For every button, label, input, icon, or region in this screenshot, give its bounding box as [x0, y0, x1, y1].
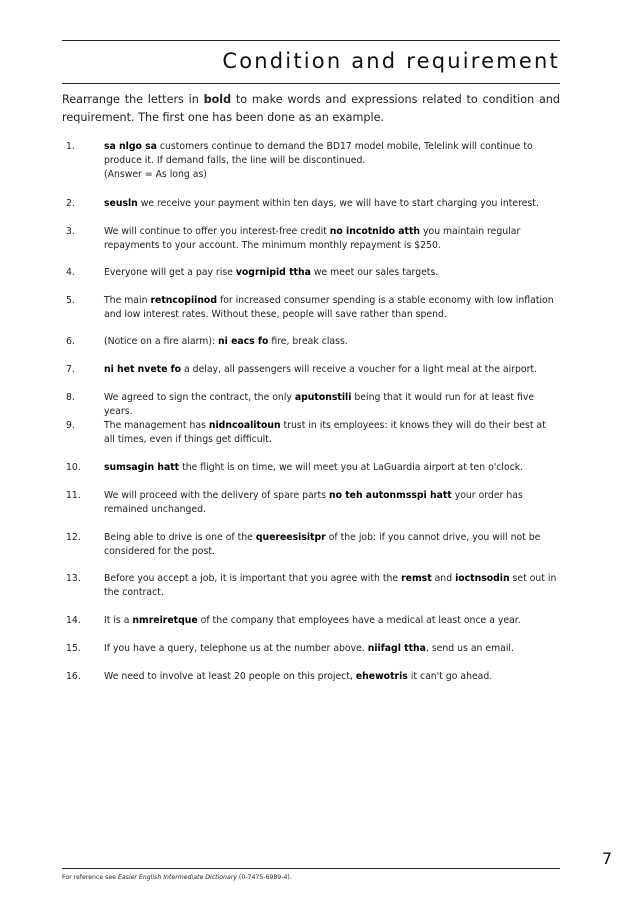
item-text [104, 642, 559, 656]
answer-note: (Answer = As long as) [104, 168, 207, 180]
scrambled-word: remst [401, 573, 432, 584]
scrambled-word: no teh autonmsspi hatt [328, 490, 452, 501]
page-number: 7 [601, 849, 612, 868]
item-number: 6. [66, 336, 75, 347]
text-fragment: trust in its employees: it knows they will do their best at all times, even if things get difficult. [104, 420, 546, 445]
item-number: 1. [66, 141, 75, 152]
text-fragment: (Notice on a fire alarm): [104, 336, 219, 347]
item-number: 16. [66, 671, 81, 682]
text-fragment: The main [104, 295, 151, 306]
item-text [104, 419, 559, 447]
scrambled-word: nmreiretque [132, 615, 198, 626]
item-number: 13. [66, 573, 81, 584]
scrambled-word: ni eacs fo [218, 336, 269, 347]
text-fragment: Being able to drive is one of the [104, 532, 256, 543]
footer-prefix: For reference see [62, 874, 118, 881]
text-fragment: We will proceed with the delivery of spare parts [104, 490, 329, 501]
item-number: 8. [66, 392, 75, 403]
footer-book-title: Easier English Intermediate Dictionary [117, 874, 237, 881]
scrambled-word: retncopiinod [150, 295, 217, 306]
top-rule [62, 40, 560, 41]
item-number: 4. [66, 267, 75, 278]
scrambled-word: sumsagin hatt [104, 462, 180, 473]
scrambled-word: aputonstili [294, 392, 352, 403]
text-fragment: customers continue to demand the BD17 model mobile, Telelink will continue to produce it. If demand falls, the line will be discontinued. [104, 141, 533, 166]
scrambled-word: ioctnsodin [455, 573, 510, 584]
item-text [104, 335, 559, 349]
instructions [62, 91, 560, 127]
item-number: 11. [66, 490, 81, 501]
text-fragment: we receive your payment within ten days, we will have to start charging you interest. [137, 198, 539, 209]
item-number: 3. [66, 226, 75, 237]
page-title: Condition and requirement [222, 49, 560, 73]
text-fragment: for increased consumer spending is a stable economy with low inflation and low interest rates. Without these, people will save rather than spend. [104, 295, 554, 320]
text-fragment: your order has remained unchanged. [104, 490, 523, 515]
text-fragment: We need to involve at least 20 people on this project, [104, 671, 356, 682]
item-text [104, 294, 559, 322]
item-text [104, 391, 559, 419]
text-fragment: If you have a query, telephone us at the number above. [104, 643, 368, 654]
text-fragment: Everyone will get a pay rise [104, 267, 236, 278]
text-fragment: We agreed to sign the contract, the only [104, 392, 295, 403]
item-number: 10. [66, 462, 81, 473]
text-fragment: you maintain regular repayments to your account. The minimum monthly repayment is $250. [104, 226, 521, 251]
text-fragment: to make words and expressions related to condition and requirement. The first one has been done as an example. [62, 93, 560, 124]
scrambled-word: seusln [104, 198, 138, 209]
item-number: 14. [66, 615, 81, 626]
title-rule [62, 83, 560, 84]
text-fragment: , send us an email. [425, 643, 514, 654]
item-number: 12. [66, 532, 81, 543]
text-fragment: It is a [104, 615, 133, 626]
item-text [104, 197, 559, 211]
item-text [104, 140, 559, 181]
scrambled-word: bold [203, 93, 232, 106]
scrambled-word: niifagl ttha [367, 643, 426, 654]
text-fragment: fire, break class. [268, 336, 348, 347]
item-text [104, 670, 559, 684]
scrambled-word: ni het nvete fo [104, 364, 182, 375]
scrambled-word: ehewotris [355, 671, 408, 682]
text-fragment: of the company that employees have a medical at least once a year. [197, 615, 521, 626]
text-fragment: of the job: if you cannot drive, you will not be considered for the post. [104, 532, 541, 557]
item-number: 9. [66, 420, 75, 431]
footer-rule [62, 868, 560, 869]
item-number: 5. [66, 295, 75, 306]
item-number: 7. [66, 364, 75, 375]
text-fragment: it can't go ahead. [407, 671, 493, 682]
scrambled-word: nidncoalitoun [208, 420, 281, 431]
item-text [104, 489, 559, 517]
scrambled-word: no incotnido atth [329, 226, 421, 237]
text-fragment: we meet our sales targets. [310, 267, 439, 278]
text-fragment: the flight is on time, we will meet you at LaGuardia airport at ten o'clock. [179, 462, 524, 473]
scrambled-word: vogrnipid ttha [235, 267, 311, 278]
text-fragment: and [431, 573, 456, 584]
item-number: 15. [66, 643, 81, 654]
item-text [104, 531, 559, 559]
item-text [104, 572, 559, 600]
item-text [104, 614, 559, 628]
footer-reference [62, 874, 292, 881]
text-fragment: The management has [104, 420, 209, 431]
text-fragment: Rearrange the letters in [62, 93, 204, 106]
item-text [104, 225, 559, 253]
text-fragment: We will continue to offer you interest-free credit [104, 226, 330, 237]
text-fragment: a delay, all passengers will receive a voucher for a light meal at the airport. [181, 364, 537, 375]
text-fragment: being that it would run for at least five years. [104, 392, 535, 417]
text-fragment: set out in the contract. [104, 573, 557, 598]
item-text [104, 266, 559, 280]
text-fragment: Before you accept a job, it is important that you agree with the [104, 573, 402, 584]
scrambled-word: sa nlgo sa [104, 141, 157, 152]
item-text [104, 363, 559, 377]
item-number: 2. [66, 198, 75, 209]
footer-suffix: (0-7475-6989-4). [236, 874, 292, 881]
item-text [104, 461, 559, 475]
scrambled-word: quereesisitpr [255, 532, 326, 543]
